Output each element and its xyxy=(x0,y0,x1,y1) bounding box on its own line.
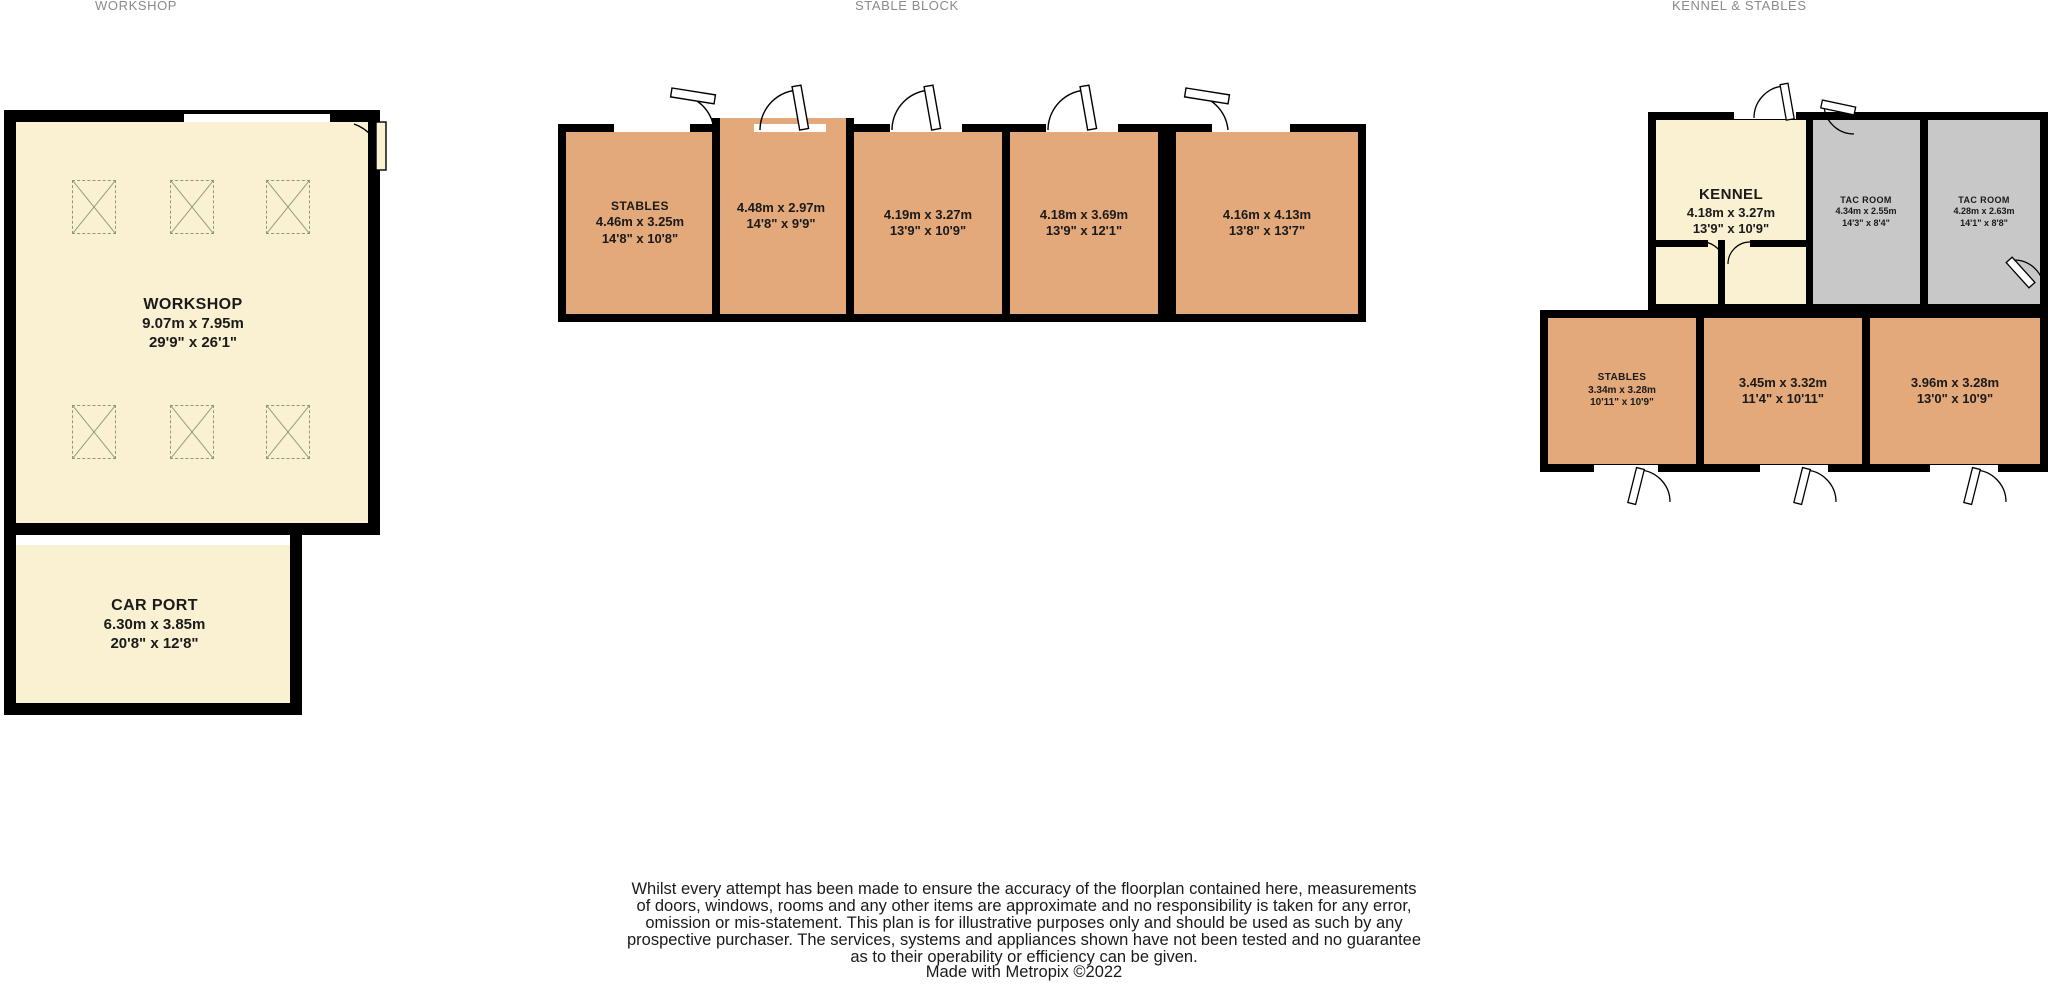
disclaimer-line-2: of doors, windows, rooms and any other items are approximate and no responsibility is taken for any error, xyxy=(636,897,1412,915)
wall-kennel-lobby-right xyxy=(1750,240,1806,247)
room-stables-2-imperial: 14'8" x 9'9" xyxy=(746,216,816,231)
door-stable-5 xyxy=(1186,88,1248,132)
pillar-marker xyxy=(266,405,310,459)
made-with-credit: Made with Metropix ©2022 xyxy=(925,963,1123,981)
wall-kennel-divider-1 xyxy=(1806,112,1813,312)
room-stables-2-metric: 4.48m x 2.97m xyxy=(736,199,826,215)
pillar-marker xyxy=(170,405,214,459)
room-car-port-imperial: 20'8" x 12'8" xyxy=(110,635,199,652)
door-workshop xyxy=(352,122,398,184)
room-kennel-stables-2 xyxy=(1704,318,1862,464)
pillar-marker xyxy=(266,180,310,234)
room-kennel-stables-1-name: STABLES xyxy=(1597,372,1647,384)
room-stables-4 xyxy=(1010,132,1158,314)
door-tac-room-2 xyxy=(2010,258,2048,302)
disclaimer-line-3: omission or mis-statement. This plan is for illustrative purposes only and should be used as such by any xyxy=(645,914,1403,932)
section-title-kennel-stables: KENNEL & STABLES xyxy=(1672,0,1807,13)
door-stable-4 xyxy=(1044,86,1106,132)
room-tac-room-1 xyxy=(1812,120,1920,304)
door-kennel-lower-3 xyxy=(1972,468,2020,508)
workshop-window-frame xyxy=(184,110,330,114)
room-kennel-metric: 4.18m x 3.27m xyxy=(1686,205,1776,221)
room-workshop-name: WORKSHOP xyxy=(143,296,243,314)
room-tac-room-2-metric: 4.28m x 2.63m xyxy=(1953,206,2015,217)
door-stable-2 xyxy=(756,86,818,132)
room-stables-5-metric: 4.16m x 4.13m xyxy=(1222,206,1312,222)
wall-kennel-divider-2 xyxy=(1920,112,1927,312)
door-kennel-lobby-right xyxy=(1726,240,1752,270)
room-kennel-stables-2-metric: 3.45m x 3.32m xyxy=(1738,374,1828,390)
room-workshop-imperial: 29'9" x 26'1" xyxy=(148,334,238,351)
wall-kennel-lower-divider-1 xyxy=(1696,310,1704,472)
room-tac-room-1-metric: 4.34m x 2.55m xyxy=(1835,206,1897,217)
room-car-port xyxy=(12,545,297,705)
disclaimer-line-4: prospective purchaser. The services, systems and appliances shown have not been tested and no guarantee xyxy=(626,931,1422,949)
door-stable-1 xyxy=(672,88,732,132)
wall-carport-bottom xyxy=(4,703,302,715)
room-kennel-stables-3-metric: 3.96m x 3.28m xyxy=(1910,374,2000,390)
pillar-marker xyxy=(72,405,116,459)
wall-carport-right xyxy=(290,535,302,715)
room-tac-room-1-name: TAC ROOM xyxy=(1840,195,1892,206)
section-title-stable-block: STABLE BLOCK xyxy=(855,0,959,13)
room-kennel xyxy=(1656,120,1806,304)
room-stables-1-imperial: 14'8" x 10'8" xyxy=(601,230,679,246)
room-stables-3-metric: 4.19m x 3.27m xyxy=(883,206,973,222)
room-stables-1-name: STABLES xyxy=(611,199,669,214)
room-tac-room-2-name: TAC ROOM xyxy=(1958,195,2010,206)
wall-stable-divider-1 xyxy=(712,118,720,322)
door-kennel-lower-2 xyxy=(1802,468,1850,508)
room-stables-5 xyxy=(1176,132,1358,314)
door-kennel-lower-1 xyxy=(1636,468,1684,508)
door-stable-3 xyxy=(888,86,950,132)
section-title-workshop: WORKSHOP xyxy=(95,0,178,13)
room-tac-room-1-imperial: 14'3" x 8'4" xyxy=(1842,217,1890,228)
room-stables-4-metric: 4.18m x 3.69m xyxy=(1039,206,1129,222)
room-kennel-stables-2-imperial: 11'4" x 10'11" xyxy=(1741,391,1825,406)
wall-workshop-left xyxy=(4,110,16,535)
wall-carport-left xyxy=(4,535,16,715)
room-kennel-imperial: 13'9" x 10'9" xyxy=(1692,221,1770,237)
room-stables-3-imperial: 13'9" x 10'9" xyxy=(889,223,967,238)
room-stables-5-imperial: 13'8" x 13'7" xyxy=(1228,223,1306,238)
wall-kennel-lower-divider-2 xyxy=(1862,310,1870,472)
pillar-marker xyxy=(72,180,116,234)
room-car-port-name: CAR PORT xyxy=(111,597,198,615)
room-kennel-stables-1-imperial: 10'11" x 10'9" xyxy=(1590,397,1654,409)
room-workshop-metric: 9.07m x 7.95m xyxy=(142,315,244,333)
door-kennel-top xyxy=(1752,84,1804,120)
disclaimer-line-1: Whilst every attempt has been made to ensure the accuracy of the floorplan contained here, measurements xyxy=(631,880,1417,898)
wall-workshop-bottom xyxy=(4,523,380,535)
room-stables-1 xyxy=(566,132,714,314)
door-tac-room-1 xyxy=(1822,100,1864,136)
room-stables-3 xyxy=(854,132,1002,314)
room-kennel-stables-1-metric: 3.34m x 3.28m xyxy=(1588,384,1656,396)
room-stables-4-imperial: 13'9" x 12'1" xyxy=(1045,223,1123,238)
room-kennel-stables-3 xyxy=(1870,318,2040,464)
pillar-marker xyxy=(170,180,214,234)
room-kennel-stables-3-imperial: 13'0" x 10'9" xyxy=(1916,391,1994,406)
wall-workshop-top-left xyxy=(4,110,184,122)
room-car-port-metric: 6.30m x 3.85m xyxy=(103,616,206,634)
room-tac-room-2-imperial: 14'1" x 8'8" xyxy=(1960,217,2008,228)
disclaimer-line-5: as to their operability or efficiency can be given. xyxy=(850,948,1198,966)
wall-stable-divider-4 xyxy=(1160,124,1168,322)
wall-stable-divider-2 xyxy=(846,118,854,322)
wall-stable-divider-3 xyxy=(1002,124,1010,322)
room-stables-1-metric: 4.46m x 3.25m xyxy=(595,214,685,230)
room-kennel-stables-1 xyxy=(1548,318,1696,464)
room-stables-2 xyxy=(716,118,846,314)
room-kennel-name: KENNEL xyxy=(1698,186,1764,204)
door-kennel-lobby-left xyxy=(1700,240,1726,270)
